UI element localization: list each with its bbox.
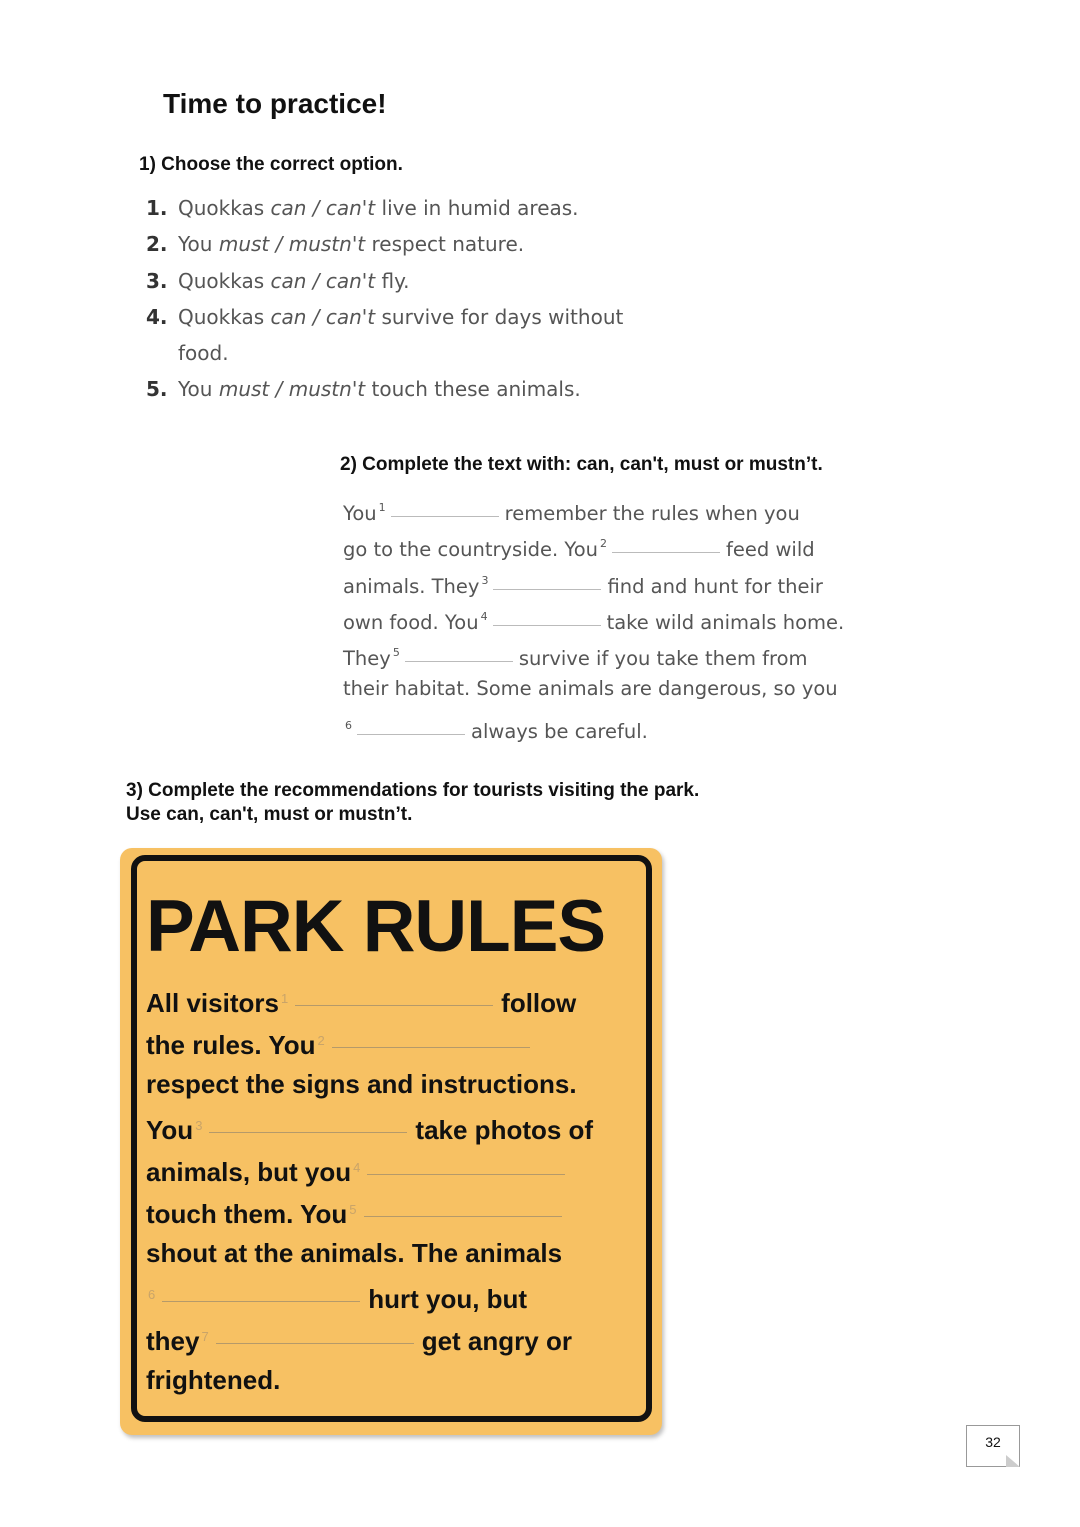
line-text: follow (501, 988, 577, 1018)
page-curl-icon (1006, 1455, 1020, 1467)
line-text: live in humid areas. (375, 196, 579, 220)
text-line (146, 1105, 593, 1147)
item-number: 3. (146, 268, 168, 293)
text-line (343, 563, 844, 599)
item-number: 2. (146, 232, 168, 257)
answer-blank[interactable] (364, 1215, 562, 1217)
option-choice: must / mustn't (218, 377, 366, 402)
line-text: food. (178, 341, 229, 366)
text-line (146, 1063, 593, 1105)
answer-blank[interactable] (357, 733, 465, 735)
text-line (146, 226, 623, 262)
answer-blank[interactable] (612, 551, 720, 553)
blank-number: 4 (480, 609, 488, 623)
page-title: Time to practice! (163, 88, 387, 119)
line-text: animals, but you (146, 1157, 352, 1188)
line-text: they (146, 1326, 200, 1357)
line-text: fly. (375, 268, 410, 293)
page-number-box (966, 1425, 1020, 1467)
answer-blank[interactable] (493, 624, 601, 626)
text-line (146, 978, 593, 1020)
blank-number: 3 (195, 1117, 203, 1133)
blank-number: 2 (317, 1033, 325, 1049)
line-text: the rules. You (146, 1030, 316, 1061)
line-text: take photos of (415, 1114, 594, 1145)
text-line (146, 1189, 593, 1231)
answer-blank[interactable] (295, 1004, 493, 1006)
exercise-1-heading: 1) Choose the correct option. (139, 154, 403, 175)
line-text: shout at the animals. The animals (146, 1237, 563, 1268)
line-text: Quokkas (178, 196, 271, 220)
blank-number: 7 (201, 1329, 209, 1345)
text-line (146, 335, 623, 371)
line-text: They (343, 647, 391, 671)
option-choice: must / mustn't (218, 232, 366, 257)
blank-number: 4 (353, 1160, 361, 1176)
text-line (343, 599, 844, 635)
text-line (343, 490, 844, 526)
blank-number: 5 (392, 646, 400, 660)
item-number: 4. (146, 304, 168, 329)
page-number: 32 (985, 1434, 1001, 1450)
line-text: survive for days without (375, 304, 624, 329)
text-line (146, 299, 623, 335)
line-text: Quokkas (178, 304, 271, 329)
answer-blank[interactable] (405, 660, 513, 662)
exercise-3-heading (126, 779, 699, 827)
text-line (146, 263, 623, 299)
line-text: respect the signs and instructions. (146, 1068, 577, 1099)
text-line (343, 708, 844, 744)
blank-number: 3 (481, 573, 489, 587)
line-text: All visitors (146, 988, 279, 1018)
line-text: Quokkas (178, 268, 271, 293)
option-choice: can / can't (270, 268, 376, 293)
line-text: their habitat. Some animals are dangerous, so you (343, 677, 838, 701)
line-text: respect nature. (365, 232, 525, 257)
text-line (146, 1232, 593, 1274)
line-text: own food. You (343, 610, 479, 634)
line-text: get angry or (421, 1326, 572, 1357)
line-text: You (178, 232, 219, 257)
line-text: find and hunt for their (607, 574, 823, 598)
option-choice: can / can't (270, 304, 376, 329)
answer-blank[interactable] (391, 515, 499, 517)
item-number: 1. (146, 196, 168, 220)
exercise-1-list (146, 190, 623, 408)
text-line (343, 526, 844, 562)
text-line (146, 1147, 593, 1189)
blank-number: 6 (148, 1287, 156, 1303)
answer-blank[interactable] (493, 588, 601, 590)
text-line (146, 190, 623, 226)
line-text: animals. They (343, 574, 480, 598)
answer-blank[interactable] (367, 1173, 565, 1175)
line-text: take wild animals home. (606, 610, 845, 634)
text-line (146, 1274, 593, 1316)
sign-border (131, 855, 652, 1422)
line-text: always be careful. (471, 719, 648, 743)
line-text: feed wild (726, 538, 815, 562)
text-line (343, 671, 844, 707)
text-line (146, 371, 623, 407)
line-text: You (178, 377, 219, 402)
line-text: remember the rules when you (504, 502, 800, 525)
sign-title: PARK RULES (146, 886, 606, 967)
text-line (343, 635, 844, 671)
line-text: You (146, 1114, 194, 1145)
blank-number: 1 (378, 501, 386, 514)
sign-text (146, 978, 593, 1401)
text-line (146, 1020, 593, 1062)
blank-number: 6 (345, 718, 352, 732)
answer-blank[interactable] (162, 1300, 360, 1302)
option-choice: can / can't (270, 196, 376, 220)
blank-number: 5 (349, 1202, 357, 1218)
exercise-2-heading: 2) Complete the text with: can, can't, must or mustn’t. (340, 454, 823, 475)
line-text: frightened. (146, 1364, 281, 1395)
answer-blank[interactable] (216, 1342, 414, 1344)
line-text: go to the countryside. You (343, 538, 599, 562)
park-rules-sign (120, 848, 662, 1435)
answer-blank[interactable] (332, 1046, 530, 1048)
exercise-2-text (343, 490, 844, 744)
exercise-3-heading-line1: 3) Complete the recommendations for tourists visiting the park. (126, 780, 700, 801)
item-number: 5. (146, 377, 168, 402)
blank-number: 1 (280, 991, 289, 1006)
answer-blank[interactable] (209, 1131, 407, 1133)
blank-number: 2 (600, 537, 608, 551)
line-text: hurt you, but (368, 1284, 528, 1315)
line-text: touch them. You (146, 1199, 348, 1230)
line-text: touch these animals. (365, 377, 581, 402)
line-text: You (343, 502, 377, 525)
text-line (146, 1316, 593, 1358)
line-text: survive if you take them from (518, 647, 808, 671)
text-line (146, 1359, 593, 1401)
exercise-3-heading-line2: Use can, can't, must or mustn’t. (126, 804, 413, 825)
